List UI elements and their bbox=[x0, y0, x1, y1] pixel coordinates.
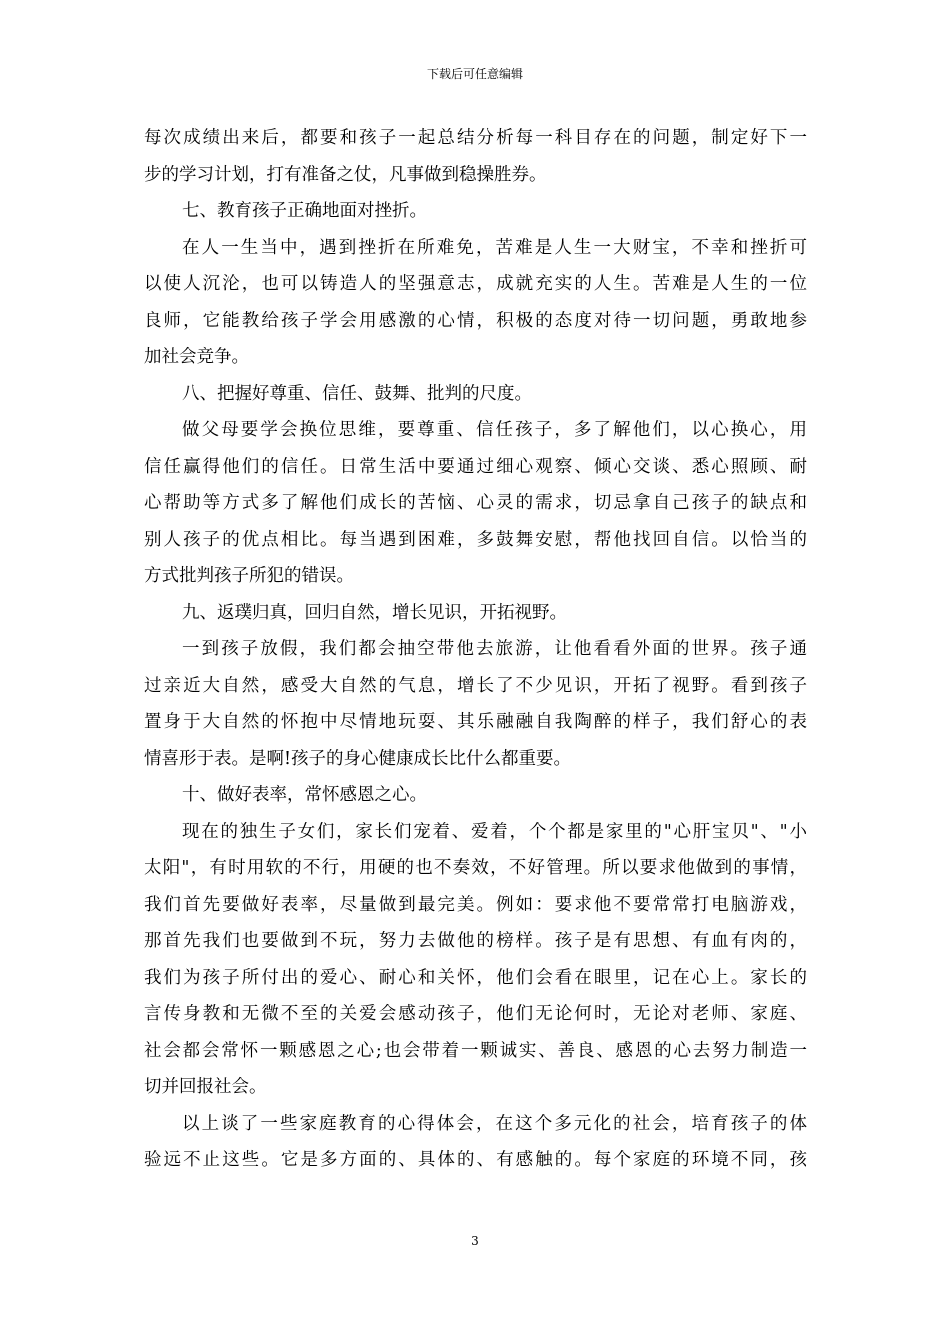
document-body bbox=[144, 120, 807, 1179]
paragraph-first-line: 一到孩子放假，我们都会抽空带他去旅游，让他看看外面的世界。孩子通 bbox=[182, 639, 807, 659]
text-line: 我们首先要做好表率，尽量做到最完美。例如：要求他不要常常打电脑游戏， bbox=[144, 894, 807, 915]
text-line: 以使人沉沦，也可以铸造人的坚强意志，成就充实的人生。苦难是人生的一位 bbox=[144, 274, 807, 294]
text-line: 言传身教和无微不至的关爱会感动孩子，他们无论何时，无论对老师、家庭、 bbox=[144, 1004, 807, 1024]
text-line: 切并回报社会。 bbox=[144, 1077, 267, 1097]
text-line: 心帮助等方式多了解他们成长的苦恼、心灵的需求，切忌拿自己孩子的缺点和 bbox=[144, 493, 807, 513]
text-line: 方式批判孩子所犯的错误。 bbox=[144, 566, 354, 586]
section-heading: 七、教育孩子正确地面对挫折。 bbox=[182, 201, 427, 221]
text-line: 我们为孩子所付出的爱心、耐心和关怀，他们会看在眼里，记在心上。家长的 bbox=[144, 967, 807, 988]
section-heading: 十、做好表率，常怀感恩之心。 bbox=[182, 785, 427, 805]
text-line: 信任赢得他们的信任。日常生活中要通过细心观察、倾心交谈、悉心照顾、耐 bbox=[144, 456, 807, 477]
text-line: 步的学习计划，打有准备之仗，凡事做到稳操胜券。 bbox=[144, 164, 547, 185]
text-line: 情喜形于表。是啊!孩子的身心健康成长比什么都重要。 bbox=[144, 748, 572, 769]
text-line: 加社会竞争。 bbox=[144, 347, 249, 367]
text-line: 置身于大自然的怀抱中尽情地玩耍、其乐融融自我陶醉的样子，我们舒心的表 bbox=[144, 712, 807, 732]
text-line: 社会都会常怀一颗感恩之心;也会带着一颗诚实、善良、感恩的心去努力制造一 bbox=[144, 1040, 807, 1061]
page-header: 下载后可任意编辑 bbox=[426, 67, 523, 81]
text-line: 那首先我们也要做到不玩，努力去做他的榜样。孩子是有思想、有血有肉的， bbox=[144, 931, 807, 951]
paragraph-first-line: 做父母要学会换位思维，要尊重、信任孩子，多了解他们，以心换心，用 bbox=[182, 420, 807, 440]
text-line: 太阳"，有时用软的不行，用硬的也不奏效，不好管理。所以要求他做到的事情， bbox=[144, 858, 807, 878]
text-line: 良师，它能教给孩子学会用感激的心情，积极的态度对待一切问题，勇敢地参 bbox=[144, 310, 807, 331]
section-heading: 九、返璞归真，回归自然，增长见识，开拓视野。 bbox=[182, 602, 567, 623]
paragraph-first-line: 在人一生当中，遇到挫折在所难免，苦难是人生一大财宝，不幸和挫折可 bbox=[182, 237, 807, 258]
text-line: 别人孩子的优点相比。每当遇到困难，多鼓舞安慰，帮他找回自信。以恰当的 bbox=[144, 529, 807, 550]
page-number: 3 bbox=[471, 1234, 479, 1248]
paragraph-first-line: 以上谈了一些家庭教育的心得体会，在这个多元化的社会，培育孩子的体 bbox=[182, 1113, 807, 1134]
text-line: 过亲近大自然，感受大自然的气息，增长了不少见识，开拓了视野。看到孩子 bbox=[144, 675, 807, 696]
paragraph-first-line: 现在的独生子女们，家长们宠着、爱着，个个都是家里的"心肝宝贝"、"小 bbox=[182, 821, 807, 842]
text-line: 验远不止这些。它是多方面的、具体的、有感触的。每个家庭的环境不同，孩 bbox=[144, 1150, 807, 1170]
section-heading: 八、把握好尊重、信任、鼓舞、批判的尺度。 bbox=[182, 383, 532, 404]
text-line: 每次成绩出来后，都要和孩子一起总结分析每一科目存在的问题，制定好下一 bbox=[144, 128, 807, 148]
